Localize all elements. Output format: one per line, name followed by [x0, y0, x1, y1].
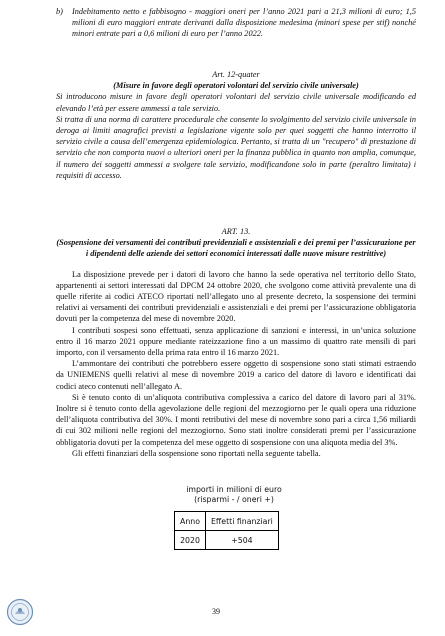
- table-header-row: [175, 512, 279, 531]
- financial-effects-table-block: [168, 485, 300, 550]
- table-cell-year: 2020: [175, 531, 206, 550]
- art12-subheading: (Misure in favore degli operatori volontari del servizio civile universale): [113, 81, 359, 91]
- art13-heading: ART. 13.: [221, 227, 251, 236]
- art13-subheading: (Sospensione dei versamenti dei contributi previdenziali e assistenziali e dei premi per l’assicurazione per i dipendenti delle aziende dei settori economici interessati dalle nuove misure restrittive): [56, 238, 416, 259]
- art12-paragraph-1: Si introducono misure in favore degli operatori volontari del servizio civile universale modificando ed elevando l’età per essere ammessi a tale servizio.: [56, 92, 416, 113]
- table-row: [175, 531, 279, 550]
- table-header-year: Anno: [175, 512, 206, 531]
- art12-paragraph-2: Si tratta di una norma di carattere procedurale che consente lo svolgimento del servizio civile universale in deroga ai limiti anagrafici previsti a legislazione vigente solo per quei soggetti che hanno interrotto il servizio civile a causa dell’emergenza epidemiologica. Pertanto, si tratta di un "recupero" di prestazione di servizio che non comporta nuovi o ulteriori oneri per la finanza pubblica in quanto non amplia, comunque, il numero dei soggetti ammessi a svolgere tale servizio, modificandone solo in parte (peraltro limitata) i requisiti di accesso.: [56, 114, 416, 180]
- seal-logo: [6, 598, 34, 626]
- page-number: 39: [212, 607, 220, 616]
- table-header-effects: Effetti finanziari: [206, 512, 279, 531]
- art13-paragraph-5: Gli effetti finanziari della sospensione sono riportati nella seguente tabella.: [72, 448, 321, 458]
- table-cell-effect: +504: [206, 531, 279, 550]
- item-b-text: Indebitamento netto e fabbisogno - maggiori oneri per l’anno 2021 pari a 21,3 milioni di euro; 1,5 milioni di euro maggiori entrate derivanti dalla disposizione medesima (minori spese per stif) nonché minori entrate pari a 0,6 milioni di euro per l’anno 2022.: [72, 7, 416, 39]
- financial-effects-table: [174, 511, 279, 550]
- item-b-letter: b): [56, 7, 63, 16]
- item-b: [56, 6, 416, 40]
- art12-heading: Art. 12-quater: [212, 70, 260, 79]
- article-12-quater: [56, 69, 416, 181]
- table-title-line-1: importi in milioni di euro: [186, 485, 282, 494]
- art13-paragraph-1: La disposizione prevede per i datori di lavoro che hanno la sede operativa nel territorio dello Stato, appartenenti ai settori interessati dal DPCM 24 ottobre 2020, che svolgono come attività prevalente una di quelle riferite ai codici ATECO riportati nell’allegato uno al presente decreto, la sospensione dei termini relativi ai versamenti dei contributi previdenziali e assistenziali e dei premi per l’assicurazione obbligatoria dovuti per la competenza del mese di novembre 2020.: [56, 269, 416, 324]
- art13-paragraph-4: Si è tenuto conto di un’aliquota contributiva complessiva a carico del datore di lavoro pari al 31%. Inoltre si è tenuto conto della agevolazione delle regioni del mezzogiorno per le quali opera una riduzione dell’aliquota contributiva del 30%. I monti retributivi del mese di novembre sono pari a circa 1,56 miliardi di cui 302 milioni nelle regioni del mezzogiorno. Sono stati inoltre considerati premi per l’assicurazione obbligatoria dovuti per la competenza del mese oggetto di sospensione con una aliquota media del 3%.: [56, 392, 416, 447]
- table-title-line-2: (risparmi - / oneri +): [194, 495, 274, 504]
- art13-paragraph-3: L’ammontare dei contributi che potrebbero essere oggetto di sospensione sono stati stimati estraendo da UNIEMENS quelli relativi al mese di novembre 2019 a carico del datore di lavoro e identificati dai codici ateco contenuti nell’allegato A.: [56, 359, 416, 391]
- art13-paragraph-2: I contributi sospesi sono effettuati, senza applicazione di sanzioni e interessi, in un’unica soluzione entro il 16 marzo 2021 oppure mediante rateizzazione fino a un massimo di quattro rate mensili di pari importo, con il versamento della prima rata entro il 16 marzo 2021.: [56, 325, 416, 358]
- article-13: [56, 226, 416, 459]
